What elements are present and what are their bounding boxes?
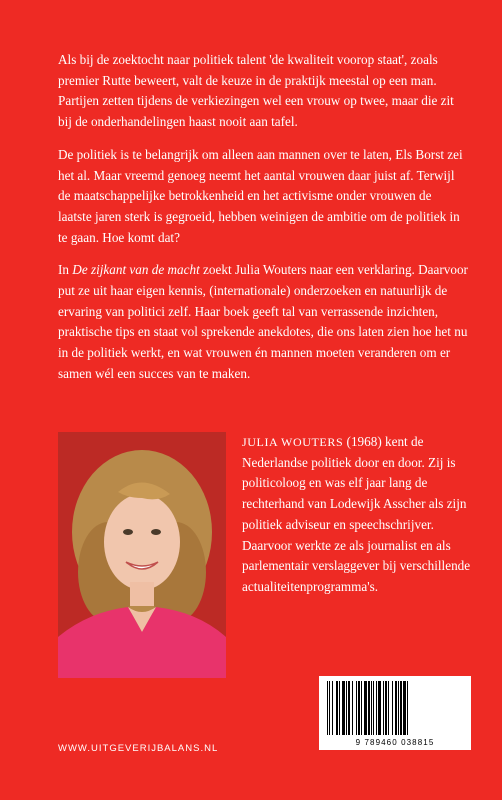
barcode-bar (368, 681, 370, 735)
author-bio (242, 432, 472, 598)
barcode-bar (383, 681, 384, 735)
isbn-number: 9 789460 038815 (355, 738, 435, 747)
barcode-bar (348, 681, 350, 735)
blurb-paragraph-3-prefix: In (58, 262, 73, 278)
barcode-bar (327, 681, 328, 735)
blurb-paragraph-3 (58, 260, 468, 384)
barcode-bar (392, 681, 393, 735)
author-portrait-illustration (58, 432, 226, 678)
barcode-bar (356, 681, 357, 735)
barcode-bar (378, 681, 381, 735)
barcode-bar (342, 681, 345, 735)
barcode-bar (364, 681, 367, 735)
author-photo (58, 432, 226, 678)
blurb-paragraph-2: De politiek is te belangrijk om alleen aan mannen over te laten, Els Borst zei het al. Maar vreemd genoeg neemt het aantal vrouwen daar juist af. Terwijl de maatschappelijke betrokkenheid en het activisme onder vrouwen de laatste jaren sterk is gegroeid, hebben weinigen de ambitie om de politiek in te gaan. Hoe komt dat? (58, 146, 463, 245)
barcode-bar (332, 681, 333, 735)
barcode-bars (325, 681, 465, 735)
barcode-bar (388, 681, 389, 735)
barcode-bar (358, 681, 360, 735)
barcode-bar (403, 681, 406, 735)
author-bio-text: (1968) kent de Nederlandse politiek door en door. Zij is politicoloog en was elf jaar lang de rechterhand van Lodewijk Asscher als zijn politiek adviseur en speechschrijver. Daarvoor werkte ze als journalist en als parlementair verslaggever bij verschillende actualiteitenprogramma's. (242, 434, 471, 594)
barcode-bar (373, 681, 374, 735)
author-name: JULIA WOUTERS (242, 435, 344, 449)
isbn-barcode (319, 676, 471, 750)
barcode-bar (352, 681, 353, 735)
barcode-bar (371, 681, 372, 735)
barcode-bar (385, 681, 387, 735)
barcode-bar (329, 681, 330, 735)
blurb-paragraph-3-text: zoekt Julia Wouters naar een verklaring. Daarvoor put ze uit haar eigen kennis, (internationale) onderzoeken en natuurlijk de ervaring van politici zelf. Haar boek geeft tal van verrassende inzichten, praktische tips en staat vol sprekende anekdotes, die ons laten zien hoe het nu in de politiek werkt, en wat vrouwen én mannen moeten veranderen om er samen wél een succes van te maken. (58, 262, 468, 381)
back-cover-blurb (58, 50, 468, 397)
barcode-bar (336, 681, 338, 735)
book-title: De zijkant van de macht (72, 262, 200, 278)
barcode-bar (376, 681, 377, 735)
barcode-bar (398, 681, 399, 735)
barcode-bar (361, 681, 362, 735)
barcode-bar (400, 681, 402, 735)
publisher-website[interactable]: WWW.UITGEVERIJBALANS.NL (58, 743, 219, 754)
barcode-bar (395, 681, 397, 735)
barcode-bar (407, 681, 408, 735)
blurb-paragraph-1: Als bij de zoektocht naar politiek talent 'de kwaliteit voorop staat', zoals premier Rutte beweert, valt de keuze in de praktijk meestal op een man. Partijen zetten tijdens de verkiezingen wel een vrouw op twee, maar die zit bij de onderhandelingen haast nooit aan tafel. (58, 52, 454, 130)
barcode-bar (339, 681, 340, 735)
barcode-bar (346, 681, 347, 735)
